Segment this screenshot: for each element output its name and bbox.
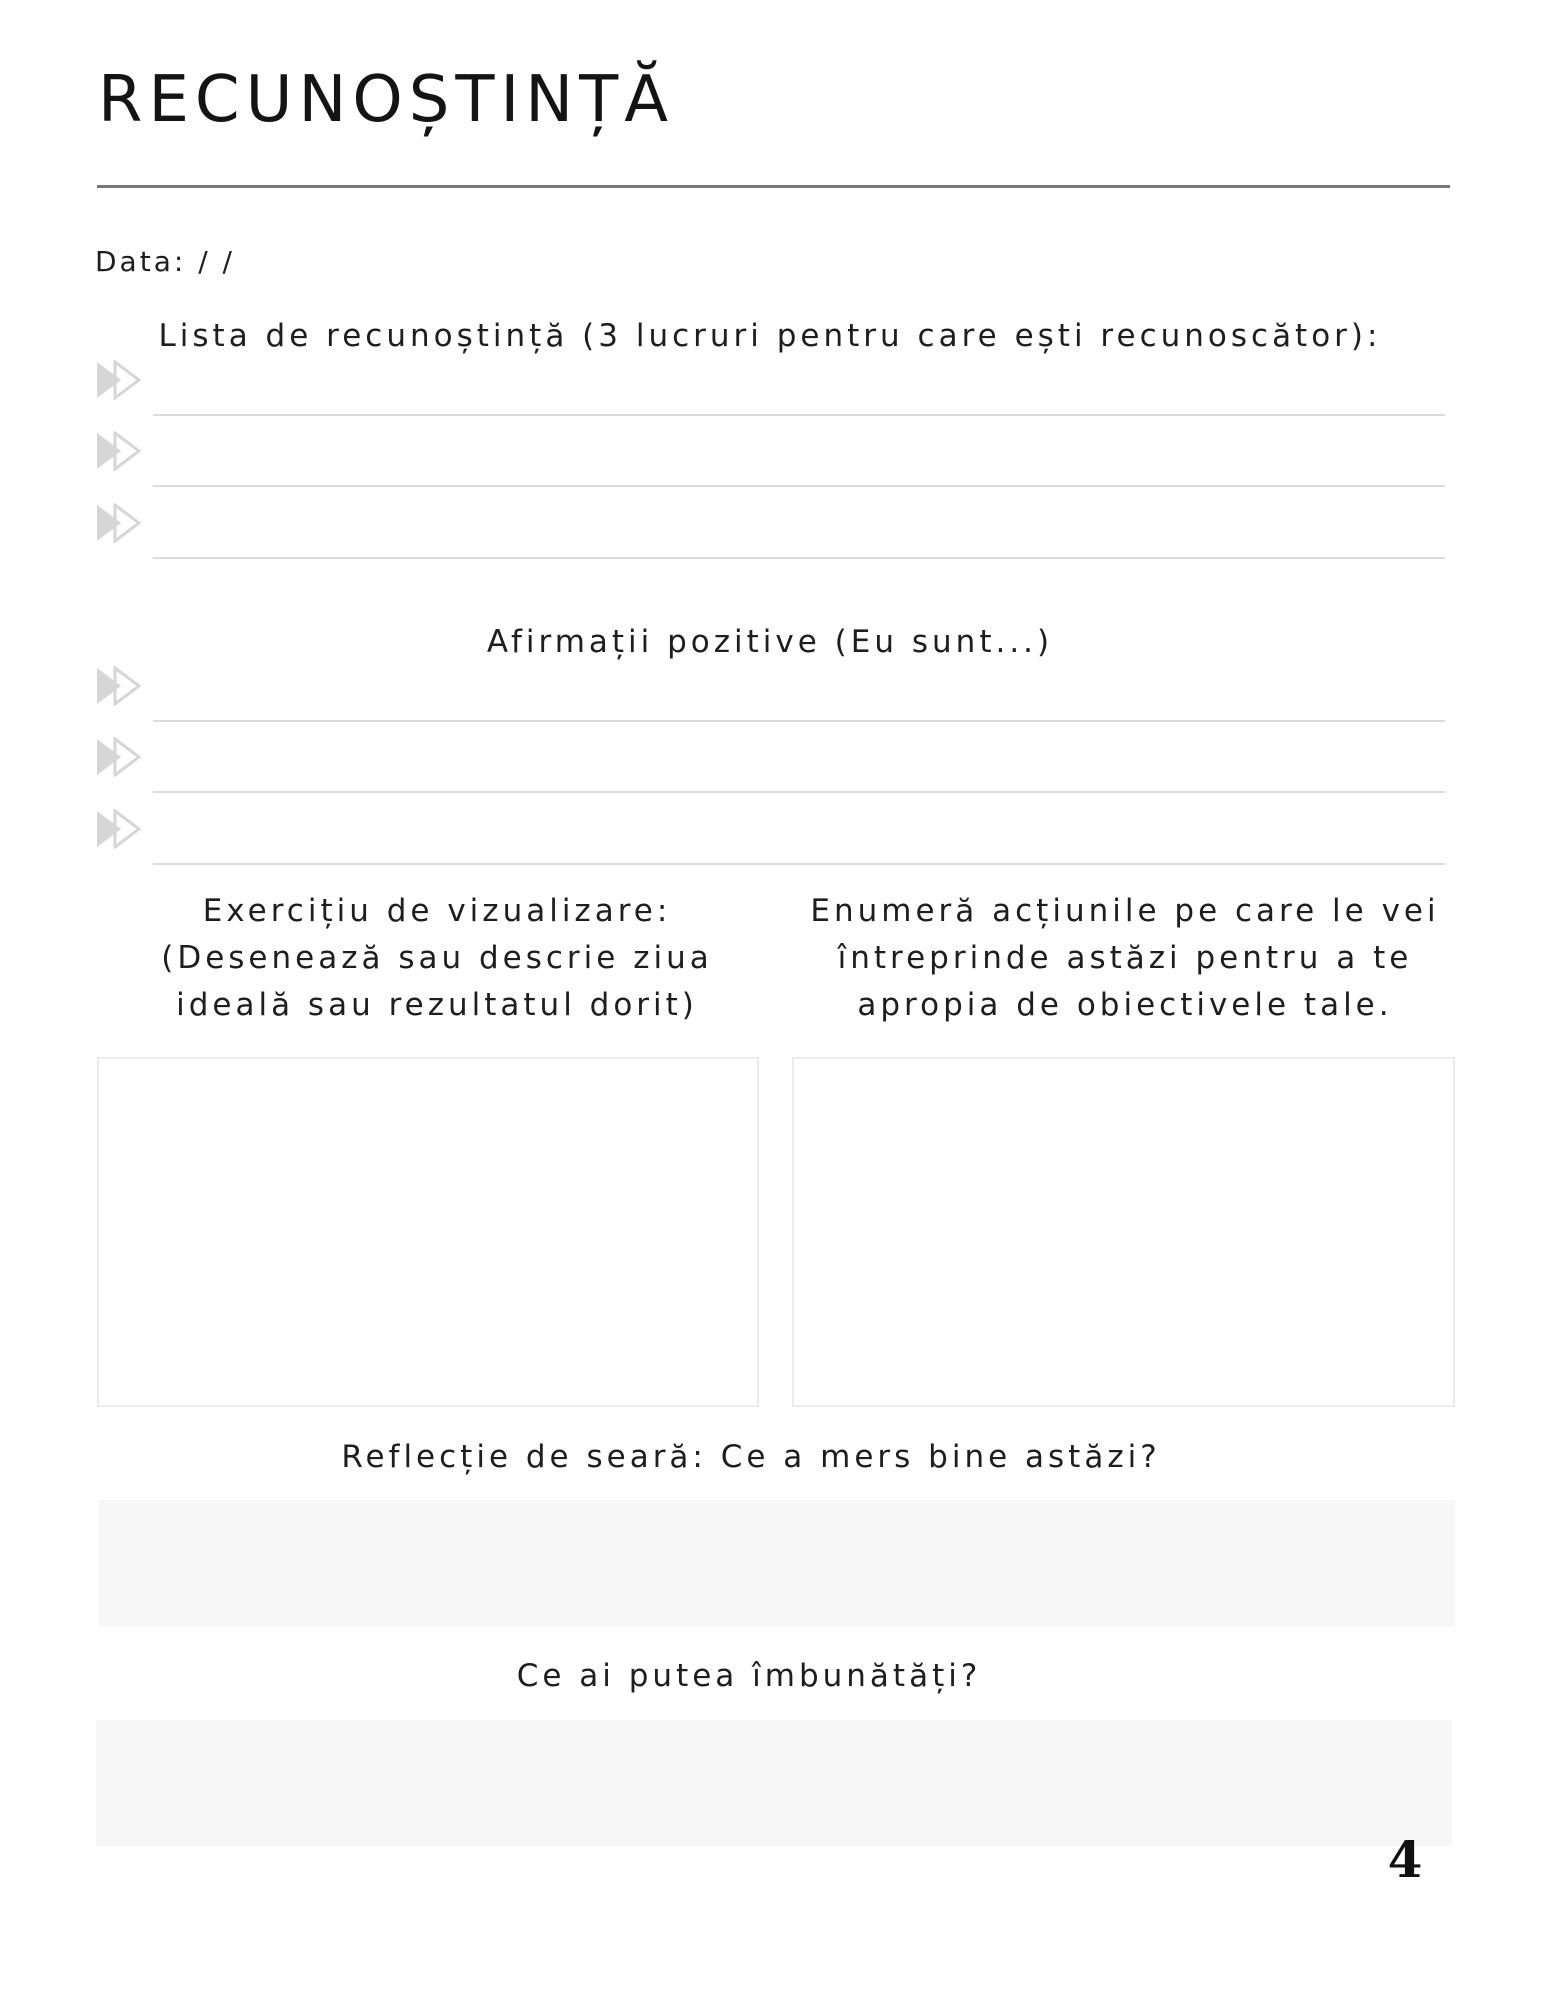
page-title: RECUNOȘTINȚĂ bbox=[98, 63, 675, 137]
writing-line bbox=[153, 791, 1445, 793]
gratitude-line-2[interactable] bbox=[95, 417, 1445, 487]
double-arrow-icon bbox=[95, 666, 147, 706]
actions-box[interactable] bbox=[792, 1057, 1455, 1407]
actions-heading-line-1: Enumeră acțiunile pe care le vei bbox=[810, 893, 1440, 929]
evening-reflection-heading: Reflecție de seară: Ce a mers bine astăzi? bbox=[341, 1439, 1161, 1475]
double-arrow-icon bbox=[95, 737, 147, 777]
double-arrow-icon bbox=[95, 360, 147, 400]
title-divider bbox=[97, 185, 1450, 188]
visualization-heading bbox=[97, 888, 777, 1029]
affirmation-line-2[interactable] bbox=[95, 723, 1445, 793]
double-arrow-icon bbox=[95, 431, 147, 471]
writing-line bbox=[153, 485, 1445, 487]
actions-heading-line-3: apropia de obiectivele tale. bbox=[857, 987, 1393, 1023]
date-label: Data: / / bbox=[95, 245, 235, 278]
actions-heading-line-2: întreprinde astăzi pentru a te bbox=[837, 940, 1413, 976]
double-arrow-icon bbox=[95, 503, 147, 543]
double-arrow-icon bbox=[95, 809, 147, 849]
visualization-heading-line-2: (Desenează sau descrie ziua bbox=[161, 940, 713, 976]
improve-heading: Ce ai putea îmbunătăți? bbox=[516, 1658, 982, 1694]
writing-line bbox=[153, 414, 1445, 416]
writing-line bbox=[153, 863, 1445, 865]
writing-line bbox=[153, 720, 1445, 722]
evening-reflection-field[interactable] bbox=[99, 1500, 1455, 1627]
affirmation-line-1[interactable] bbox=[95, 652, 1445, 722]
writing-line bbox=[153, 557, 1445, 559]
gratitude-line-1[interactable] bbox=[95, 346, 1445, 416]
affirmation-line-3[interactable] bbox=[95, 795, 1445, 865]
actions-heading bbox=[800, 888, 1450, 1029]
page-number: 4 bbox=[1387, 1830, 1423, 1889]
visualization-heading-line-3: ideală sau rezultatul dorit) bbox=[176, 987, 698, 1023]
visualization-box[interactable] bbox=[97, 1057, 759, 1407]
gratitude-heading: Lista de recunoștință (3 lucruri pentru care ești recunoscător): bbox=[158, 318, 1382, 354]
visualization-heading-line-1: Exercițiu de vizualizare: bbox=[202, 893, 672, 929]
affirmations-heading: Afirmații pozitive (Eu sunt...) bbox=[486, 624, 1054, 660]
gratitude-line-3[interactable] bbox=[95, 489, 1445, 559]
improve-field[interactable] bbox=[96, 1720, 1452, 1846]
